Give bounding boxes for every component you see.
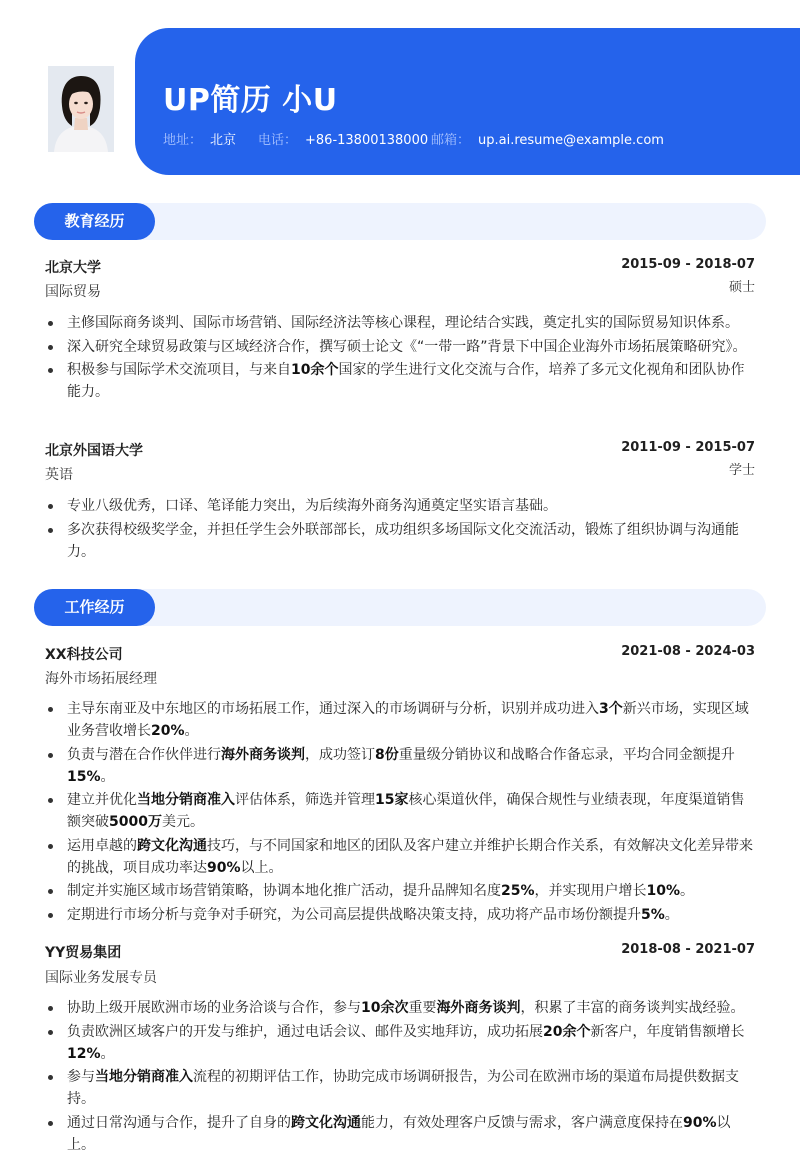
bullet-highlight: 8份 — [375, 746, 399, 763]
bullet-text: 负责欧洲区域客户的开发与维护，通过电话会议、邮件及实地拜访，成功拓展 — [67, 1023, 543, 1040]
bullet-text: 。 — [184, 723, 199, 739]
bullet-text: 以上。 — [67, 1114, 731, 1153]
bullet-highlight: 跨文化沟通 — [291, 1114, 361, 1131]
bullet-text: 参与 — [67, 1069, 95, 1085]
bullet-text: 评估体系，筛选并管理 — [235, 792, 375, 808]
bullet-text: 。 — [680, 883, 695, 899]
bullet-highlight: 15家 — [375, 792, 409, 808]
education-date: 2011-09 - 2015-07 — [621, 440, 755, 455]
avatar — [48, 66, 114, 152]
education-major: 英语 — [45, 467, 73, 483]
bullet-highlight: 海外商务谈判 — [221, 746, 305, 763]
education-major: 国际贸易 — [45, 284, 101, 300]
bullet-highlight: 10余个 — [291, 362, 339, 378]
bullet-highlight: 5% — [641, 906, 665, 923]
bullet-item — [67, 1112, 757, 1156]
bullet-item — [67, 336, 757, 358]
contact-address — [163, 129, 236, 148]
bullet-text: 以上。 — [240, 859, 283, 876]
work-role: 国际业务发展专员 — [45, 970, 157, 986]
bullet-highlight: 25% — [501, 883, 535, 899]
bullet-text: 。 — [100, 1045, 115, 1062]
contact-email-label: 邮箱： — [431, 133, 471, 148]
work-bullets — [67, 997, 757, 1157]
bullet-highlight: 20余个 — [543, 1023, 591, 1040]
bullet-text: ，积累了丰富的商务谈判实战经验。 — [520, 1000, 745, 1016]
bullet-item — [67, 997, 757, 1019]
contact-phone-label: 电话： — [258, 133, 298, 148]
bullet-item — [67, 744, 757, 788]
contact-address-label: 地址： — [163, 133, 203, 148]
bullet-item — [67, 312, 757, 334]
bullet-highlight: 10余次 — [361, 1000, 409, 1016]
bullet-item — [67, 835, 757, 879]
bullet-text: ，并实现用户增长 — [534, 883, 647, 899]
work-date: 2018-08 - 2021-07 — [621, 942, 755, 957]
bullet-item — [67, 495, 757, 517]
bullet-text: 技巧，与不同国家和地区的团队及客户建立并维护长期合作关系，有效解决文化差异带来的挑战，项目成功率达 — [67, 837, 753, 876]
bullet-highlight: 20% — [151, 723, 185, 739]
bullet-highlight: 5000万 — [109, 814, 162, 830]
bullet-text: 协助上级开展欧洲市场的业务洽谈与合作，参与 — [67, 1000, 361, 1016]
bullet-item — [67, 359, 757, 403]
education-date: 2015-09 - 2018-07 — [621, 257, 755, 272]
bullet-highlight: 3个 — [599, 701, 623, 717]
avatar-photo — [48, 66, 114, 152]
bullet-text: 重要 — [408, 1000, 437, 1016]
bullet-text: 。 — [664, 906, 679, 923]
bullet-text: 重量级分销协议和战略合作备忘录，平均合同金额提升 — [398, 746, 735, 763]
bullet-item — [67, 904, 757, 926]
resume-name: UP简历 小U — [163, 83, 338, 118]
work-section-title: 工作经历 — [34, 589, 155, 626]
work-company: YY贸易集团 — [45, 945, 122, 961]
education-section-title: 教育经历 — [34, 203, 155, 240]
bullet-highlight: 跨文化沟通 — [137, 837, 207, 854]
education-degree: 硕士 — [728, 280, 755, 295]
bullet-highlight: 15% — [67, 768, 101, 785]
bullet-item — [67, 698, 757, 742]
education-bullets — [67, 312, 757, 405]
bullet-highlight: 当地分销商准入 — [95, 1069, 193, 1085]
bullet-text: 积极参与国际学术交流项目，与来自 — [67, 362, 291, 378]
work-company: XX科技公司 — [45, 647, 123, 663]
bullet-text: 主导东南亚及中东地区的市场拓展工作，通过深入的市场调研与分析，识别并成功进入 — [67, 701, 599, 717]
bullet-highlight: 90% — [207, 859, 241, 876]
bullet-text: 核心渠道伙伴，确保合规性与业绩表现，年度渠道销售额突破 — [67, 792, 745, 830]
bullet-text: 通过日常沟通与合作，提升了自身的 — [67, 1114, 291, 1131]
education-school: 北京外国语大学 — [45, 443, 143, 459]
bullet-text: 建立并优化 — [67, 792, 137, 808]
bullet-text: 多次获得校级奖学金，并担任学生会外联部部长，成功组织多场国际文化交流活动，锻炼了组织协调与沟通能力。 — [67, 521, 739, 560]
contact-email — [431, 129, 664, 148]
bullet-text: 主修国际商务谈判、国际市场营销、国际经济法等核心课程，理论结合实践，奠定扎实的国际贸易知识体系。 — [67, 315, 739, 331]
bullet-highlight: 当地分销商准入 — [137, 792, 235, 808]
bullet-text: ，成功签订 — [305, 746, 375, 763]
work-bullets — [67, 698, 757, 927]
bullet-text: 新兴市场，实现区域业务营收增长 — [67, 701, 749, 739]
bullet-text: 制定并实施区域市场营销策略，协调本地化推广活动，提升品牌知名度 — [67, 883, 501, 899]
bullet-item — [67, 880, 757, 902]
bullet-text: 深入研究全球贸易政策与区域经济合作，撰写硕士论文《“一带一路”背景下中国企业海外市场拓展策略研究》。 — [67, 338, 747, 355]
bullet-highlight: 90% — [683, 1114, 717, 1131]
contact-email-value[interactable]: up.ai.resume@example.com — [478, 133, 664, 148]
education-bullets — [67, 495, 757, 564]
bullet-item — [67, 789, 757, 833]
bullet-text: 流程的初期评估工作，协助完成市场调研报告，为公司在欧洲市场的渠道布局提供数据支持。 — [67, 1069, 739, 1107]
bullet-highlight: 海外商务谈判 — [436, 1000, 521, 1016]
contact-address-value: 北京 — [210, 133, 237, 148]
bullet-item — [67, 519, 757, 563]
bullet-text: 新客户，年度销售额增长 — [590, 1023, 745, 1040]
work-role: 海外市场拓展经理 — [45, 671, 157, 687]
bullet-text: 美元。 — [161, 814, 204, 830]
education-school: 北京大学 — [45, 260, 101, 276]
contact-phone-value: +86-13800138000 — [305, 133, 429, 148]
contact-phone — [258, 129, 428, 148]
bullet-text: 定期进行市场分析与竞争对手研究，为公司高层提供战略决策支持，成功将产品市场份额提升 — [67, 906, 641, 923]
bullet-item — [67, 1021, 757, 1065]
work-date: 2021-08 - 2024-03 — [621, 644, 755, 659]
bullet-highlight: 12% — [67, 1045, 101, 1062]
bullet-text: 能力，有效处理客户反馈与需求，客户满意度保持在 — [361, 1114, 683, 1131]
bullet-text: 负责与潜在合作伙伴进行 — [67, 746, 221, 763]
bullet-text: 运用卓越的 — [67, 837, 137, 854]
bullet-text: 。 — [100, 768, 115, 785]
bullet-text: 国家的学生进行文化交流与合作，培养了多元文化视角和团队协作能力。 — [67, 362, 745, 400]
bullet-item — [67, 1066, 757, 1110]
bullet-highlight: 10% — [646, 883, 681, 899]
bullet-text: 专业八级优秀，口译、笔译能力突出，为后续海外商务沟通奠定坚实语言基础。 — [67, 498, 557, 514]
education-degree: 学士 — [728, 463, 755, 478]
